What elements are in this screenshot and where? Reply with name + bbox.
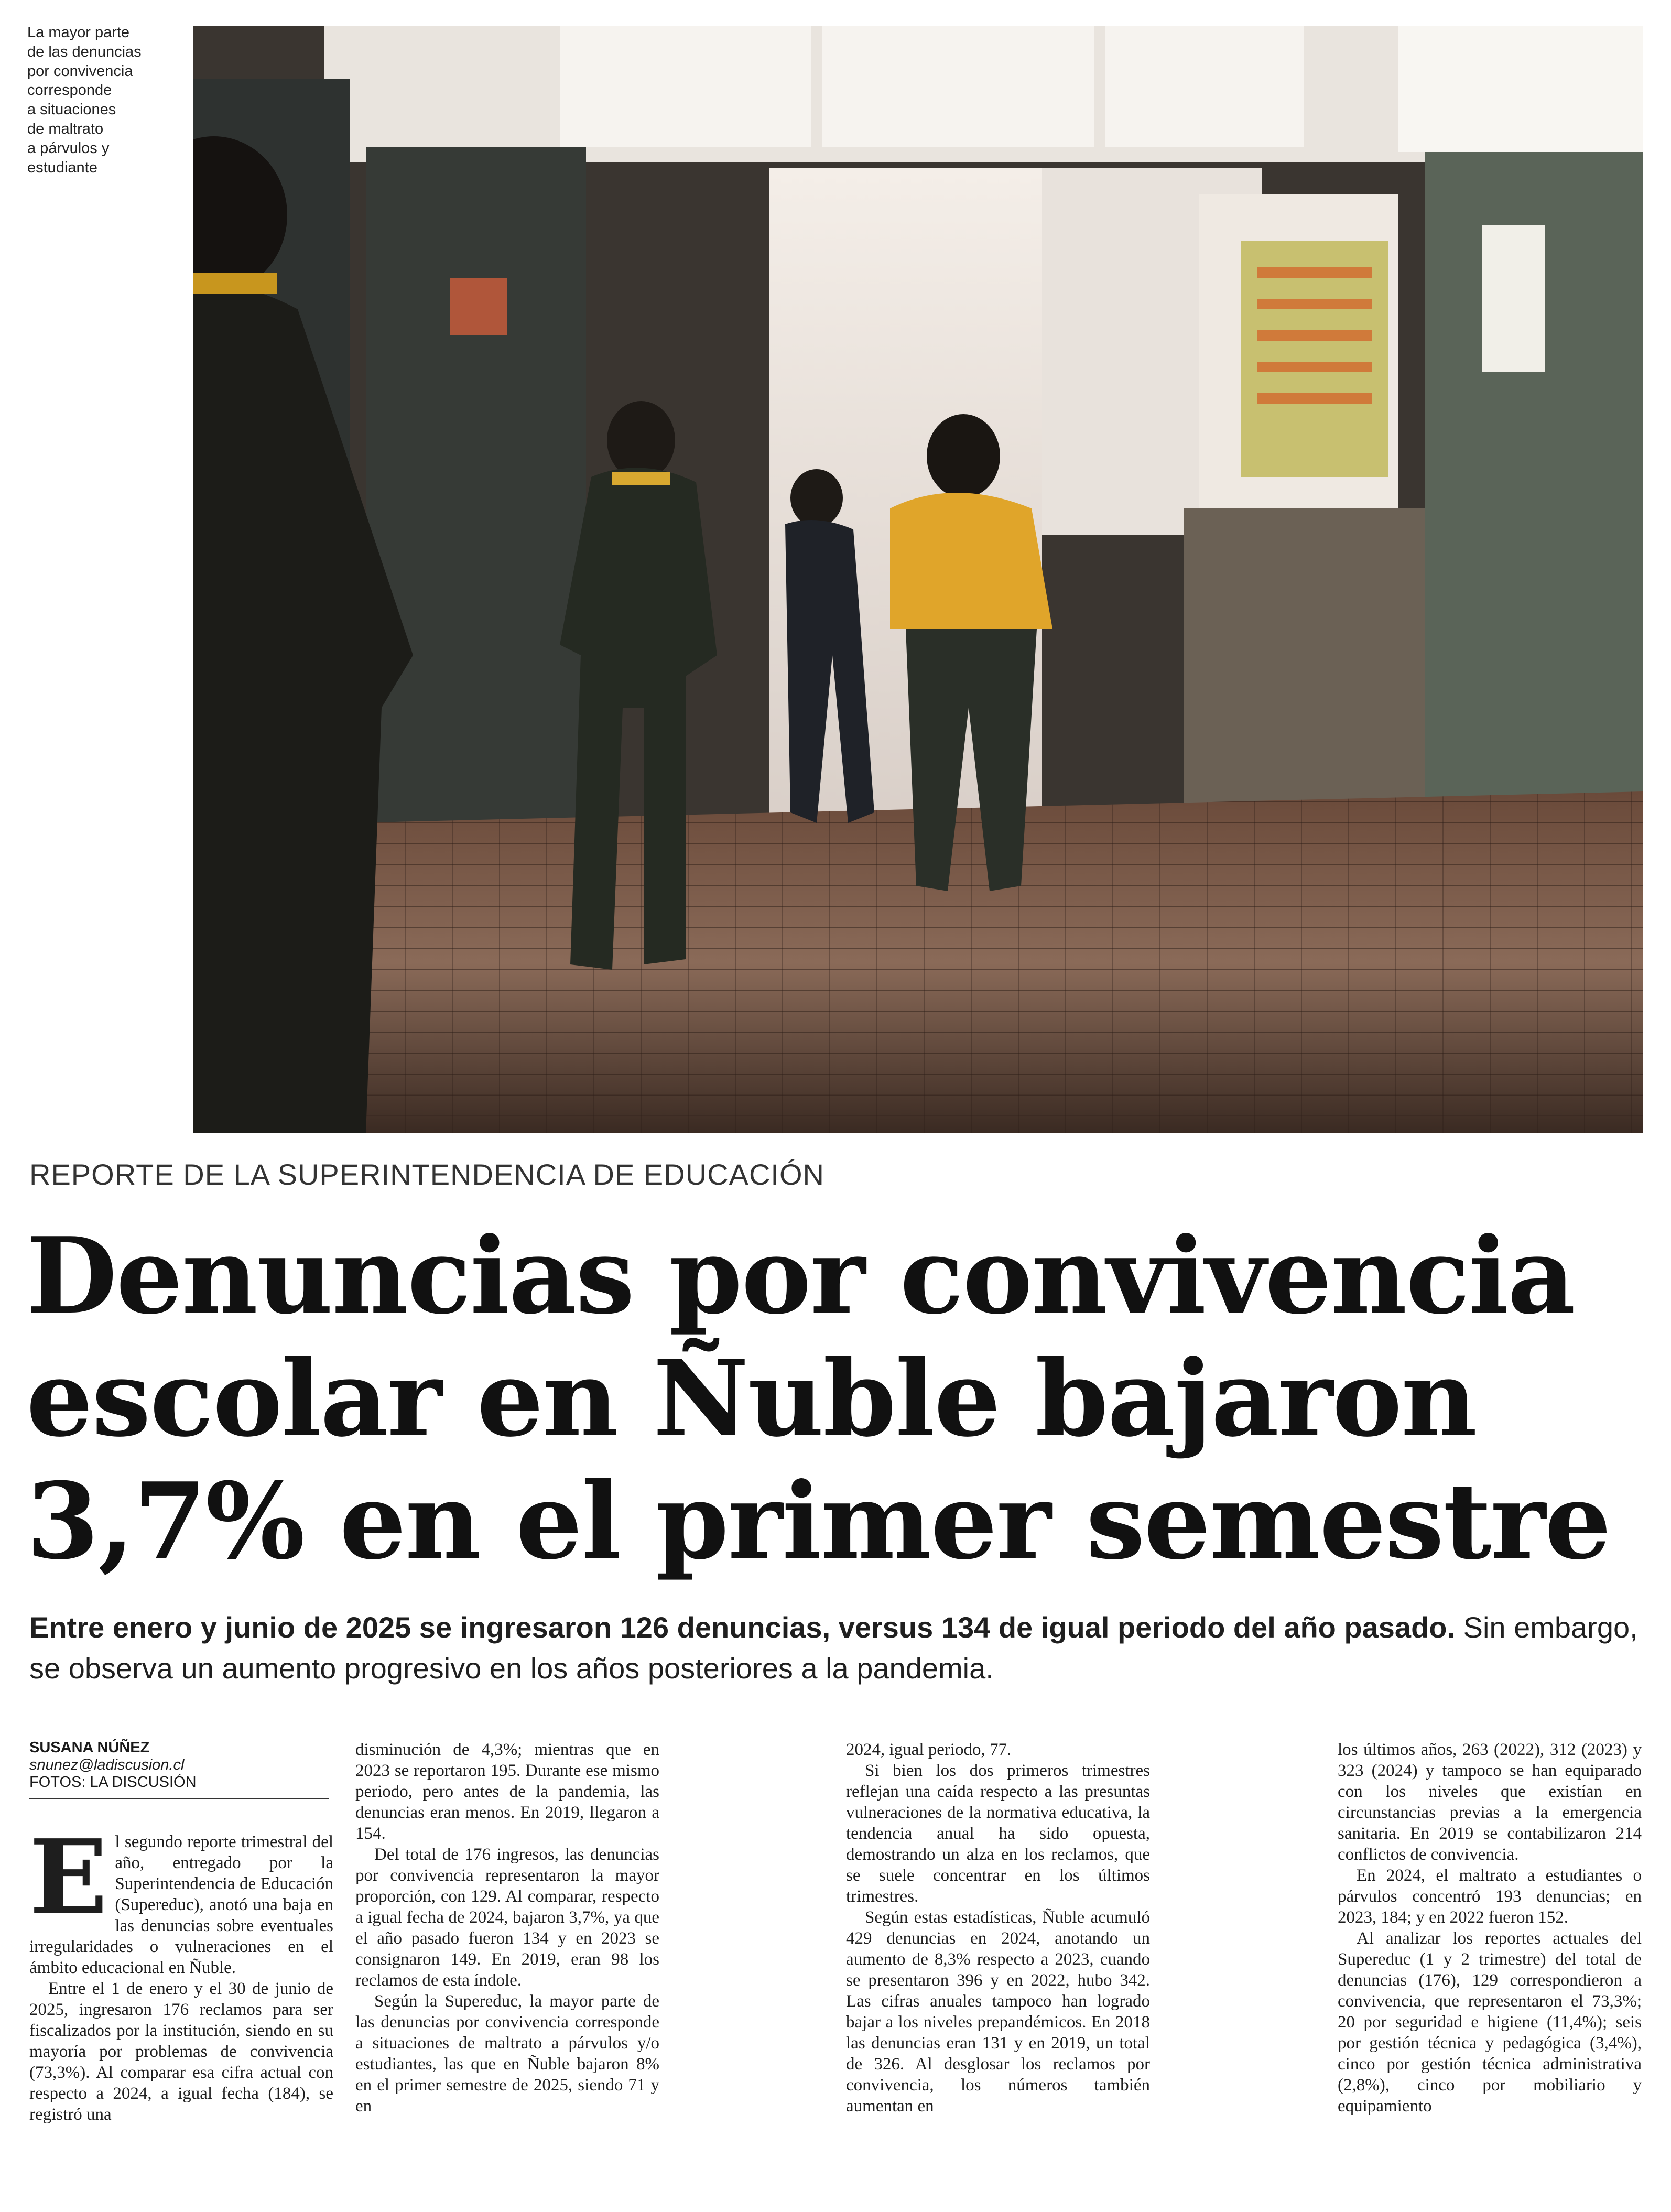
byline (29, 1739, 333, 1791)
byline-photo-credit: FOTOS: LA DISCUSIÓN (29, 1774, 197, 1791)
headline-line: Denuncias por convivencia (26, 1215, 1575, 1338)
body-paragraph: En 2024, el maltrato a estudiantes o párvulos concentró 193 denuncias; en 2023, 184; y en 2022 fueron 152. (1338, 1866, 1642, 1927)
body-column-1 (29, 1817, 333, 2125)
deck-regular: Sin embargo, se observa un aumento progresivo en los años posteriores a la pandemia. (29, 1611, 1638, 1685)
body-paragraph: Entre el 1 de enero y el 30 de junio de 2025, ingresaron 176 reclamos para ser fiscalizados por la institución, siendo en su mayoría por problemas de convivencia (73,3%). Al comparar esa cifra actual con respecto a 2024, a igual fecha (184), se registró una (29, 1979, 333, 2124)
body-paragraph: Del total de 176 ingresos, las denuncias por convivencia representaron la mayor proporción, con 129. Al comparar, respecto a igual fecha de 2024, bajaron 3,7%, ya que el año pasado fueron 134 y en 2023 se consignaron 149. En 2019, eran 98 los reclamos de esta índole. (355, 1845, 659, 1990)
body-paragraph: 2024, igual periodo, 77. (846, 1740, 1012, 1759)
article-kicker: REPORTE DE LA SUPERINTENDENCIA DE EDUCACIÓN (29, 1158, 824, 1191)
headline-line: escolar en Ñuble bajaron (26, 1337, 1477, 1460)
headline-line: 3,7% en el primer semestre (26, 1460, 1611, 1583)
body-column-3 (846, 1739, 1150, 2117)
byline-divider (29, 1798, 329, 1799)
article-photo (193, 26, 1643, 1133)
body-column-2 (355, 1739, 659, 2117)
body-paragraph: El segundo reporte trimestral del año, entregado por la Superintendencia de Educación (Supereduc), anotó una baja en las denuncias sobre eventuales irregularidades o vulneraciones en el ámbito educacional en Ñuble. (29, 1817, 333, 1977)
body-paragraph: disminución de 4,3%; mientras que en 2023 se reportaron 195. Durante ese mismo periodo, pero antes de la pandemia, las denuncias eran menos. En 2019, llegaron a 154. (355, 1740, 659, 1843)
byline-author: SUSANA NÚÑEZ (29, 1739, 150, 1756)
body-column-4 (1338, 1739, 1642, 2117)
article-deck (29, 1607, 1644, 1689)
body-paragraph: Según estas estadísticas, Ñuble acumuló 429 denuncias en 2024, anotando un aumento de 8,3% respecto a 2023, cuando se presentaron 396 y en 2022, hubo 342. Las cifras anuales tampoco han logrado bajar a los niveles prepandémicos. En 2018 las denuncias eran 131 y en 2019, un total de 326. Al desglosar los reclamos por convivencia, los números también aumentan en (846, 1908, 1150, 2116)
body-paragraph: los últimos años, 263 (2022), 312 (2023) y 323 (2024) y tampoco se han equiparado con los niveles que existían en circunstancias previas a la emergencia sanitaria. En 2019 se contabilizaron 214 conflictos de convivencia. (1338, 1740, 1642, 1864)
deck-bold: Entre enero y junio de 2025 se ingresaron 126 denuncias, versus 134 de igual periodo del año pasado. (29, 1611, 1456, 1644)
body-paragraph: Según la Supereduc, la mayor parte de las denuncias por convivencia corresponde a situaciones de maltrato a párvulos y/o estudiantes, las que en Ñuble bajaron 8% en el primer semestre de 2025, siendo 71 y en (355, 1992, 659, 2116)
article-headline (26, 1215, 1651, 1583)
photo-caption: La mayor parte de las denuncias por convivencia corresponde a situaciones de maltrato a párvulos y estudiante (27, 24, 142, 176)
body-paragraph: Al analizar los reportes actuales del Supereduc (1 y 2 trimestre) del total de denuncias (176), 129 correspondieron a convivencia, que representaron el 73,3%; 20 por seguridad e higiene (11,4%); seis por gestión técnica y pedagógica (3,4%), cinco por gestión técnica administrativa (2,8%), cinco por mobiliario y equipamiento (1338, 1929, 1642, 2116)
body-paragraph: Si bien los dos primeros trimestres reflejan una caída respecto a las presuntas vulneraciones de la normativa educativa, la tendencia anual ha sido opuesta, demostrando un alza en los reclamos, que se suele concentrar en los últimos trimestres. (846, 1761, 1150, 1906)
school-hallway-photo (193, 26, 1643, 1133)
drop-cap: E (29, 1817, 108, 1938)
byline-email[interactable]: snunez@ladiscusion.cl (29, 1756, 185, 1773)
